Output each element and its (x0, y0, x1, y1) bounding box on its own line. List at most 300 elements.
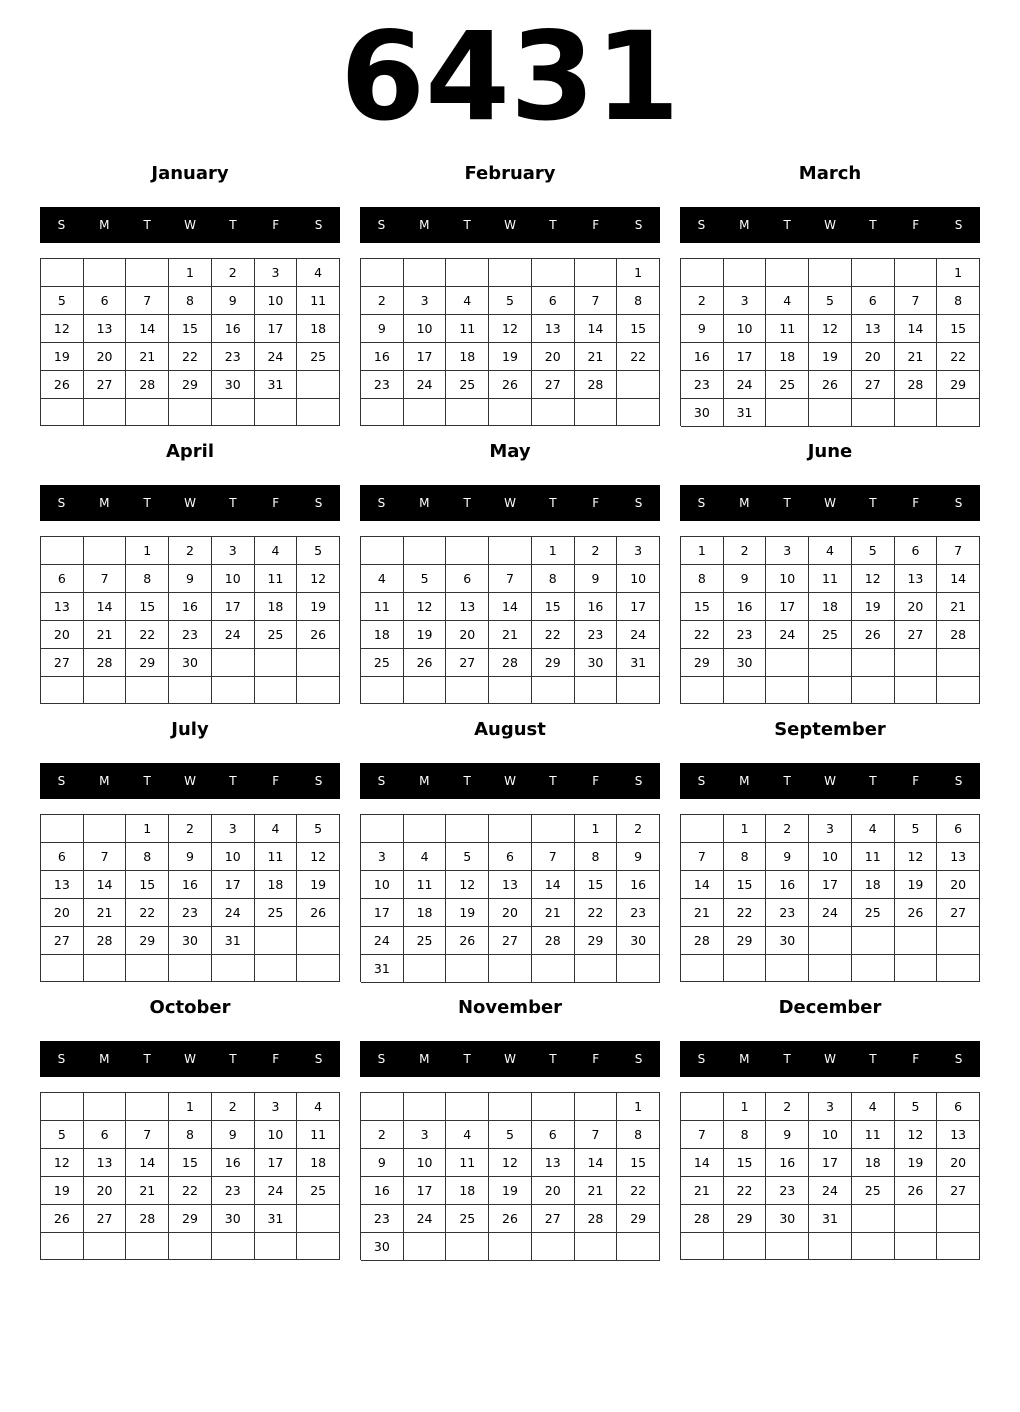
day-cell: 23 (212, 1177, 255, 1205)
empty-day-cell (724, 1233, 767, 1260)
day-cell: 22 (126, 621, 169, 649)
day-cell: 9 (361, 1149, 404, 1177)
day-cell: 4 (255, 537, 298, 565)
day-cell: 23 (169, 621, 212, 649)
day-cell: 1 (681, 537, 724, 565)
day-cell: 6 (84, 1121, 127, 1149)
day-cell: 13 (532, 1149, 575, 1177)
day-grid (360, 536, 660, 704)
day-cell: 19 (41, 343, 84, 371)
day-cell: 16 (212, 315, 255, 343)
day-cell: 1 (617, 259, 660, 287)
weekday-label: F (912, 496, 920, 510)
empty-day-cell (297, 399, 340, 426)
day-cell: 7 (84, 843, 127, 871)
weekday-label: T (463, 218, 471, 232)
weekday-label: T (869, 774, 877, 788)
day-cell: 21 (681, 899, 724, 927)
day-cell: 20 (532, 1177, 575, 1205)
empty-day-cell (532, 815, 575, 843)
day-cell: 21 (489, 621, 532, 649)
empty-day-cell (895, 259, 938, 287)
day-cell: 28 (489, 649, 532, 677)
day-cell: 21 (575, 343, 618, 371)
day-cell: 18 (297, 1149, 340, 1177)
day-cell: 22 (724, 899, 767, 927)
empty-day-cell (41, 259, 84, 287)
day-cell: 3 (212, 537, 255, 565)
day-cell: 8 (169, 1121, 212, 1149)
day-cell: 25 (852, 899, 895, 927)
weekday-label: F (592, 218, 600, 232)
day-cell: 27 (937, 1177, 980, 1205)
day-cell: 2 (361, 287, 404, 315)
day-cell: 7 (937, 537, 980, 565)
empty-day-cell (446, 815, 489, 843)
empty-day-cell (852, 677, 895, 704)
day-cell: 27 (84, 371, 127, 399)
day-cell: 10 (404, 315, 447, 343)
empty-day-cell (404, 815, 447, 843)
day-cell: 15 (126, 871, 169, 899)
day-cell: 8 (937, 287, 980, 315)
day-cell: 4 (404, 843, 447, 871)
day-cell: 9 (361, 315, 404, 343)
day-cell: 3 (766, 537, 809, 565)
day-cell: 2 (361, 1121, 404, 1149)
day-cell: 20 (489, 899, 532, 927)
day-cell: 1 (169, 1093, 212, 1121)
day-cell: 17 (361, 899, 404, 927)
day-cell: 3 (212, 815, 255, 843)
day-cell: 12 (852, 565, 895, 593)
day-cell: 20 (532, 343, 575, 371)
day-cell: 14 (532, 871, 575, 899)
day-cell: 11 (404, 871, 447, 899)
weekday-label: S (57, 218, 66, 232)
day-cell: 21 (84, 899, 127, 927)
weekday-label: F (592, 1052, 600, 1066)
day-cell: 9 (766, 1121, 809, 1149)
day-grid (680, 1092, 980, 1260)
empty-day-cell (809, 927, 852, 955)
day-cell: 4 (852, 1093, 895, 1121)
day-cell: 10 (617, 565, 660, 593)
empty-day-cell (937, 955, 980, 982)
day-cell: 31 (617, 649, 660, 677)
empty-day-cell (766, 259, 809, 287)
day-grid (40, 1092, 340, 1260)
weekday-label: T (143, 774, 151, 788)
day-cell: 11 (255, 843, 298, 871)
empty-day-cell (681, 677, 724, 704)
day-cell: 26 (297, 621, 340, 649)
day-grid (40, 536, 340, 704)
day-cell: 26 (41, 1205, 84, 1233)
day-cell: 28 (681, 1205, 724, 1233)
day-grid (40, 258, 340, 426)
day-cell: 10 (255, 287, 298, 315)
day-cell: 18 (255, 871, 298, 899)
day-cell: 25 (404, 927, 447, 955)
day-cell: 9 (617, 843, 660, 871)
day-cell: 13 (532, 315, 575, 343)
empty-day-cell (489, 955, 532, 983)
empty-day-cell (489, 537, 532, 565)
day-cell: 2 (766, 815, 809, 843)
day-cell: 13 (937, 843, 980, 871)
empty-day-cell (809, 955, 852, 982)
day-cell: 7 (681, 843, 724, 871)
weekday-label: W (184, 1052, 196, 1066)
empty-day-cell (852, 955, 895, 982)
day-cell: 25 (446, 1205, 489, 1233)
day-cell: 9 (766, 843, 809, 871)
day-cell: 11 (852, 843, 895, 871)
empty-day-cell (575, 259, 618, 287)
day-cell: 11 (766, 315, 809, 343)
empty-day-cell (84, 815, 127, 843)
empty-day-cell (404, 1093, 447, 1121)
empty-day-cell (809, 649, 852, 677)
empty-day-cell (212, 955, 255, 982)
day-cell: 20 (852, 343, 895, 371)
day-cell: 13 (41, 871, 84, 899)
day-cell: 16 (766, 871, 809, 899)
day-cell: 13 (446, 593, 489, 621)
day-cell: 5 (489, 1121, 532, 1149)
day-cell: 24 (809, 1177, 852, 1205)
day-cell: 19 (41, 1177, 84, 1205)
day-cell: 4 (446, 1121, 489, 1149)
day-cell: 7 (532, 843, 575, 871)
day-cell: 7 (895, 287, 938, 315)
day-cell: 7 (84, 565, 127, 593)
empty-day-cell (766, 399, 809, 427)
day-cell: 16 (766, 1149, 809, 1177)
month-name: March (798, 163, 862, 184)
day-grid (40, 814, 340, 982)
day-cell: 19 (895, 1149, 938, 1177)
day-cell: 30 (361, 1233, 404, 1261)
weekday-label: T (869, 496, 877, 510)
day-cell: 23 (766, 899, 809, 927)
empty-day-cell (212, 1233, 255, 1260)
empty-day-cell (724, 677, 767, 704)
weekday-label: W (504, 218, 516, 232)
weekday-label: T (869, 1052, 877, 1066)
empty-day-cell (724, 259, 767, 287)
empty-day-cell (404, 259, 447, 287)
weekday-label: T (549, 218, 557, 232)
day-cell: 22 (169, 343, 212, 371)
empty-day-cell (446, 259, 489, 287)
day-cell: 6 (84, 287, 127, 315)
weekday-label: T (783, 774, 791, 788)
day-cell: 27 (852, 371, 895, 399)
day-cell: 8 (724, 843, 767, 871)
empty-day-cell (255, 399, 298, 426)
month-name: September (774, 719, 886, 740)
day-cell: 27 (41, 927, 84, 955)
day-cell: 3 (809, 815, 852, 843)
day-cell: 17 (212, 871, 255, 899)
day-grid (360, 258, 660, 426)
day-cell: 31 (724, 399, 767, 427)
empty-day-cell (895, 649, 938, 677)
day-cell: 13 (41, 593, 84, 621)
weekday-label: M (739, 496, 750, 510)
day-cell: 19 (489, 1177, 532, 1205)
day-cell: 17 (766, 593, 809, 621)
empty-day-cell (937, 927, 980, 955)
empty-day-cell (84, 1233, 127, 1260)
empty-day-cell (297, 677, 340, 704)
day-grid (680, 814, 980, 982)
day-cell: 23 (766, 1177, 809, 1205)
empty-day-cell (617, 955, 660, 983)
empty-day-cell (681, 1093, 724, 1121)
day-cell: 17 (617, 593, 660, 621)
empty-day-cell (895, 955, 938, 982)
day-cell: 31 (361, 955, 404, 983)
day-cell: 23 (361, 371, 404, 399)
day-cell: 9 (724, 565, 767, 593)
empty-day-cell (297, 371, 340, 399)
weekday-label: T (463, 774, 471, 788)
day-cell: 12 (489, 1149, 532, 1177)
day-cell: 16 (361, 343, 404, 371)
empty-day-cell (41, 815, 84, 843)
day-cell: 25 (446, 371, 489, 399)
day-cell: 8 (126, 843, 169, 871)
weekday-label: F (272, 496, 280, 510)
day-cell: 13 (895, 565, 938, 593)
day-cell: 30 (681, 399, 724, 427)
weekday-label: M (419, 496, 430, 510)
day-cell: 18 (446, 1177, 489, 1205)
empty-day-cell (169, 955, 212, 982)
day-cell: 1 (169, 259, 212, 287)
day-cell: 16 (575, 593, 618, 621)
weekday-header (360, 763, 660, 799)
day-cell: 5 (297, 537, 340, 565)
day-cell: 19 (297, 593, 340, 621)
empty-day-cell (489, 1093, 532, 1121)
day-cell: 4 (446, 287, 489, 315)
calendar-year-title: 6431 (340, 6, 680, 148)
empty-day-cell (532, 399, 575, 426)
day-cell: 9 (575, 565, 618, 593)
day-cell: 24 (212, 621, 255, 649)
day-cell: 23 (169, 899, 212, 927)
weekday-label: S (377, 1052, 386, 1066)
day-cell: 8 (617, 1121, 660, 1149)
empty-day-cell (617, 399, 660, 426)
day-cell: 11 (297, 1121, 340, 1149)
weekday-header (40, 1041, 340, 1077)
day-cell: 20 (84, 1177, 127, 1205)
day-cell: 15 (532, 593, 575, 621)
day-cell: 28 (84, 649, 127, 677)
day-cell: 9 (169, 565, 212, 593)
day-cell: 4 (766, 287, 809, 315)
day-cell: 12 (297, 565, 340, 593)
empty-day-cell (126, 1233, 169, 1260)
day-cell: 21 (895, 343, 938, 371)
day-cell: 3 (809, 1093, 852, 1121)
day-cell: 17 (404, 343, 447, 371)
day-cell: 1 (575, 815, 618, 843)
day-cell: 25 (766, 371, 809, 399)
day-cell: 8 (532, 565, 575, 593)
empty-day-cell (681, 1233, 724, 1260)
day-cell: 5 (41, 1121, 84, 1149)
day-cell: 26 (895, 899, 938, 927)
day-cell: 8 (126, 565, 169, 593)
day-cell: 3 (724, 287, 767, 315)
day-cell: 14 (575, 315, 618, 343)
day-cell: 29 (169, 1205, 212, 1233)
weekday-label: W (184, 218, 196, 232)
weekday-label: T (869, 218, 877, 232)
weekday-label: W (504, 496, 516, 510)
empty-day-cell (212, 649, 255, 677)
weekday-label: M (739, 1052, 750, 1066)
empty-day-cell (84, 677, 127, 704)
empty-day-cell (809, 677, 852, 704)
day-grid (680, 258, 980, 426)
empty-day-cell (361, 677, 404, 704)
day-cell: 23 (212, 343, 255, 371)
day-cell: 2 (766, 1093, 809, 1121)
empty-day-cell (809, 399, 852, 427)
day-cell: 9 (681, 315, 724, 343)
weekday-label: S (954, 496, 963, 510)
day-cell: 4 (255, 815, 298, 843)
day-cell: 24 (809, 899, 852, 927)
empty-day-cell (852, 399, 895, 427)
day-cell: 6 (489, 843, 532, 871)
weekday-label: F (272, 218, 280, 232)
day-cell: 16 (724, 593, 767, 621)
weekday-label: S (377, 774, 386, 788)
day-cell: 18 (361, 621, 404, 649)
day-cell: 4 (297, 259, 340, 287)
weekday-header (360, 485, 660, 521)
day-cell: 8 (575, 843, 618, 871)
day-cell: 18 (852, 1149, 895, 1177)
weekday-label: T (463, 496, 471, 510)
day-cell: 10 (361, 871, 404, 899)
day-cell: 20 (84, 343, 127, 371)
empty-day-cell (852, 1205, 895, 1233)
day-cell: 22 (169, 1177, 212, 1205)
weekday-label: S (634, 218, 643, 232)
day-cell: 1 (617, 1093, 660, 1121)
day-cell: 8 (724, 1121, 767, 1149)
month-name: August (474, 719, 546, 740)
day-cell: 5 (895, 815, 938, 843)
empty-day-cell (532, 259, 575, 287)
day-cell: 19 (446, 899, 489, 927)
day-cell: 12 (809, 315, 852, 343)
day-cell: 6 (41, 843, 84, 871)
day-cell: 1 (937, 259, 980, 287)
day-cell: 27 (532, 1205, 575, 1233)
day-cell: 12 (489, 315, 532, 343)
day-cell: 22 (126, 899, 169, 927)
empty-day-cell (852, 259, 895, 287)
empty-day-cell (84, 259, 127, 287)
day-cell: 27 (41, 649, 84, 677)
weekday-label: S (697, 218, 706, 232)
day-cell: 10 (724, 315, 767, 343)
empty-day-cell (852, 1233, 895, 1260)
day-cell: 5 (489, 287, 532, 315)
weekday-header (360, 1041, 660, 1077)
empty-day-cell (126, 677, 169, 704)
day-cell: 5 (41, 287, 84, 315)
day-cell: 23 (681, 371, 724, 399)
day-cell: 19 (895, 871, 938, 899)
empty-day-cell (532, 1233, 575, 1261)
day-cell: 24 (361, 927, 404, 955)
day-cell: 11 (852, 1121, 895, 1149)
weekday-header (360, 207, 660, 243)
empty-day-cell (681, 815, 724, 843)
day-cell: 13 (84, 315, 127, 343)
empty-day-cell (126, 1093, 169, 1121)
day-cell: 24 (212, 899, 255, 927)
day-cell: 9 (169, 843, 212, 871)
empty-day-cell (724, 955, 767, 982)
empty-day-cell (766, 649, 809, 677)
day-cell: 21 (681, 1177, 724, 1205)
empty-day-cell (169, 677, 212, 704)
weekday-label: F (592, 774, 600, 788)
day-cell: 7 (681, 1121, 724, 1149)
day-cell: 3 (617, 537, 660, 565)
day-cell: 25 (809, 621, 852, 649)
day-cell: 5 (404, 565, 447, 593)
day-cell: 15 (681, 593, 724, 621)
day-cell: 1 (724, 815, 767, 843)
day-cell: 15 (169, 315, 212, 343)
day-cell: 5 (852, 537, 895, 565)
weekday-label: M (419, 774, 430, 788)
day-cell: 24 (404, 371, 447, 399)
day-cell: 18 (766, 343, 809, 371)
empty-day-cell (169, 399, 212, 426)
weekday-label: M (739, 218, 750, 232)
day-cell: 4 (809, 537, 852, 565)
day-cell: 29 (617, 1205, 660, 1233)
day-cell: 7 (489, 565, 532, 593)
day-cell: 28 (937, 621, 980, 649)
empty-day-cell (575, 1093, 618, 1121)
month-name: January (151, 163, 229, 184)
empty-day-cell (255, 927, 298, 955)
day-cell: 4 (361, 565, 404, 593)
day-cell: 29 (681, 649, 724, 677)
weekday-label: W (504, 1052, 516, 1066)
empty-day-cell (297, 649, 340, 677)
day-cell: 14 (681, 1149, 724, 1177)
day-cell: 22 (532, 621, 575, 649)
weekday-label: S (377, 496, 386, 510)
day-cell: 14 (575, 1149, 618, 1177)
